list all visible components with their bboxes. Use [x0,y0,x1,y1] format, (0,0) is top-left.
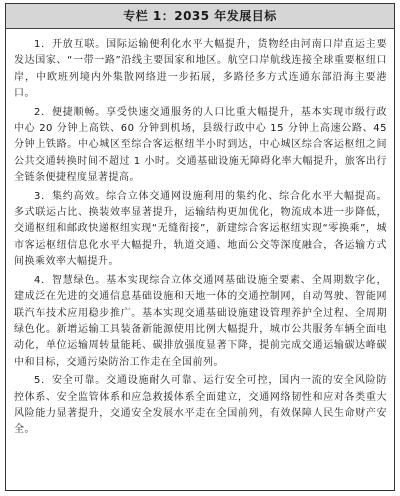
goal-paragraph-safety: 5．安全可靠。交通设施耐久可靠、运行安全可控，国内一流的安全风险防控体系、安全监管体系和应急救援体系全面建立，交通网络韧性和应对各类重大风险能力显著提升，交通安全发展水平走在全国前列，有效保障人民生命财产安全。 [14,375,387,436]
goal-paragraph-open-connectivity: 1．开放互联。国际运输便利化水平大幅提升，货物经由河南口岸直运主要发达国家、“一带一路”沿线主要国家和地区。航空口岸航线连接全球重要枢纽口岸，中欧班列境内外集散网络进一步拓展，多路径多方式连通东部沿海主要港口。 [14,39,387,100]
goal-paragraph-efficiency: 3．集约高效。综合立体交通网设施利用的集约化、综合化水平大幅提高。多式联运占比、换装效率显著提升，运输结构更加优化，物流成本进一步降低，交通枢纽和邮政快递枢纽实现“无缝衔接”，新建综合客运枢纽实现“零换乘”，城市客运枢纽信息化水平大幅提升，轨道交通、地面公交等深度融合，各运输方式间换乘效率大幅提升。 [14,190,387,268]
column-box [5,3,395,491]
goal-paragraph-convenience: 2．便捷顺畅。享受快速交通服务的人口比重大幅提升，基本实现市级行政中心 20 分钟上高铁、60 分钟到机场，县级行政中心 15 分钟上高速公路、45 分钟上铁路。中心城区至综合客运枢纽半小时到达，中心城区综合客运枢纽之间公共交通转换时间不超过 1 小时。交通基础设施无障碍化率大幅提升，旅客出行全链条便捷程度显著提高。 [14,106,387,184]
column-body [6,29,394,439]
goal-paragraph-smart-green: 4．智慧绿色。基本实现综合立体交通网基础设施全要素、全周期数字化，建成泛在先进的交通信息基础设施和天地一体的交通控制网，自动驾驶、智能网联汽车技术应用稳步推广。基本实现交通基础设施建设管理养护全过程、全周期绿色化。新增运输工具装备新能源使用比例大幅提升，城市公共服务车辆全面电动化，单位运输周转量能耗、碳排放强度显著下降，提前完成交通运输碳达峰碳中和目标，交通污染防治工作走在全国前列。 [14,274,387,368]
column-title: 专栏 1：2035 年发展目标 [6,4,394,29]
